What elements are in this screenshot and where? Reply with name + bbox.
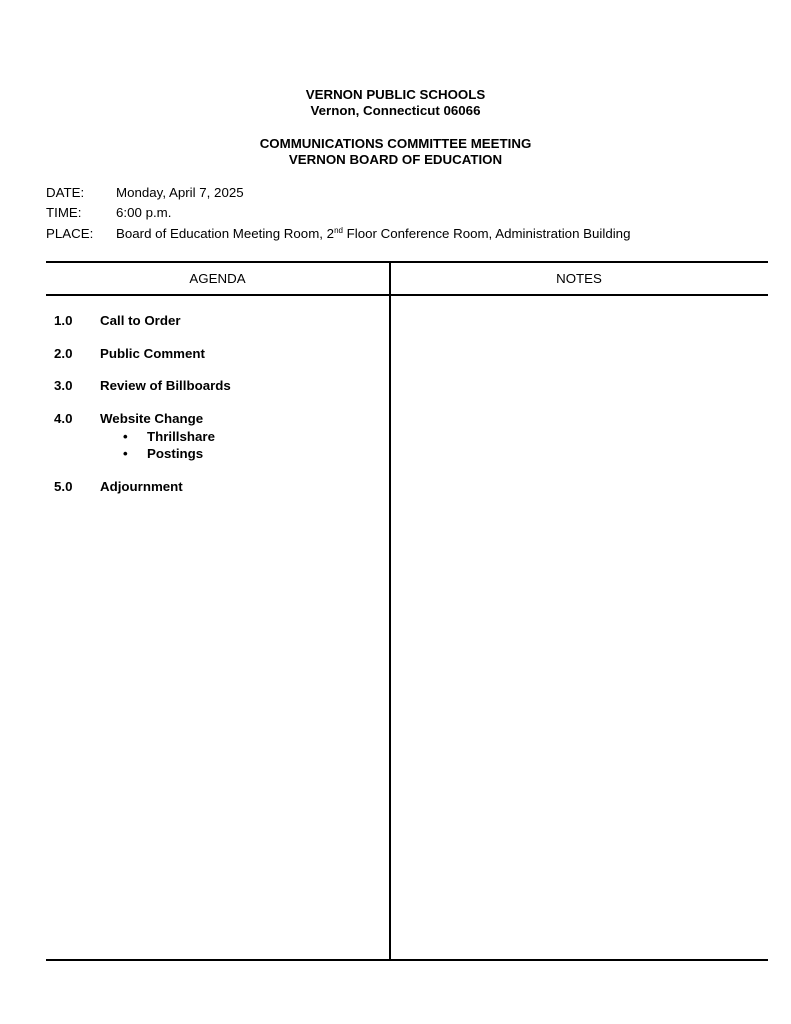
table-bottom-rule bbox=[46, 959, 768, 961]
agenda-column-header: AGENDA bbox=[189, 271, 246, 286]
agenda-item: 3.0 Review of Billboards bbox=[54, 378, 231, 393]
place-value: Board of Education Meeting Room, 2nd Floor Conference Room, Administration Building bbox=[116, 226, 631, 241]
date-row bbox=[46, 185, 244, 201]
date-value: Monday, April 7, 2025 bbox=[116, 185, 244, 200]
agenda-item: 4.0 Website Change bbox=[54, 411, 204, 426]
district-address: Vernon, Connecticut 06066 bbox=[310, 103, 481, 118]
notes-column-header: NOTES bbox=[556, 271, 602, 286]
time-label: TIME: bbox=[46, 205, 82, 220]
table-top-rule bbox=[46, 261, 768, 263]
bullet-icon: • bbox=[123, 446, 128, 461]
table-header-rule bbox=[46, 294, 768, 296]
bullet-icon: • bbox=[123, 429, 128, 444]
meeting-title: COMMUNICATIONS COMMITTEE MEETING bbox=[259, 136, 532, 151]
time-value: 6:00 p.m. bbox=[116, 205, 172, 220]
agenda-subitem: • Thrillshare bbox=[123, 429, 215, 444]
agenda-item: 1.0 Call to Order bbox=[54, 313, 181, 328]
agenda-item: 2.0 Public Comment bbox=[54, 346, 205, 361]
table-column-divider bbox=[389, 261, 391, 960]
district-name: VERNON PUBLIC SCHOOLS bbox=[305, 87, 486, 102]
date-label: DATE: bbox=[46, 185, 85, 200]
place-label: PLACE: bbox=[46, 226, 94, 241]
board-name: VERNON BOARD OF EDUCATION bbox=[288, 152, 503, 167]
agenda-subitem: • Postings bbox=[123, 446, 204, 461]
place-row bbox=[46, 226, 630, 242]
time-row bbox=[46, 205, 171, 221]
agenda-item: 5.0 Adjournment bbox=[54, 479, 183, 494]
